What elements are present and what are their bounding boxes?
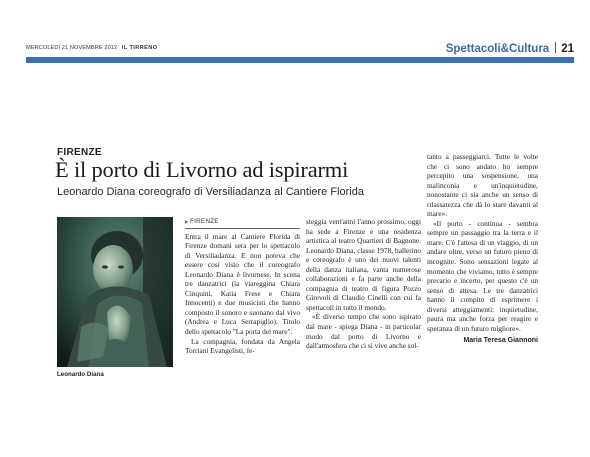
location-tag (185, 217, 300, 229)
paper-name: IL TIRRENO (121, 45, 158, 51)
photo-caption: Leonardo Diana (57, 371, 104, 378)
article-column-1 (185, 217, 300, 356)
masthead-right (446, 39, 574, 57)
paragraph: Entra il mare al Cantiere Florida di Firenze domani sera per lo spettacolo di Versiliadanza. E non poteva che essere così visto che il coreografo Leonardo Diana è livornese. In scena tre danzatrici (la viareggina Chiara Cinquini, Katia Frese e Chiara Innocenti) e due musicisti che hanno composto il sonoro e suonano dal vivo (Andrea e Luca Serrapiglio). Titolo dello spettacolo "La porta del mare". (185, 231, 300, 337)
masthead-left (26, 45, 157, 51)
article-column-2 (306, 217, 421, 351)
paragraph: La compagnia, fondata da Angela Torriani Evangelisti, fe- (185, 336, 300, 356)
dancer-photo-illustration (57, 217, 173, 367)
article-photo (57, 217, 173, 367)
article-headline: È il porto di Livorno ad ispirarmi (55, 157, 349, 182)
article-kicker: FIRENZE (57, 147, 102, 158)
masthead-separator (555, 42, 556, 53)
article-subheadline: Leonardo Diana coreografo di Versiliadanza al Cantiere Florida (57, 186, 364, 198)
article-byline: Maria Teresa Giannoni (463, 337, 538, 345)
triangle-bullet-icon (185, 220, 188, 224)
section-rule (26, 57, 574, 63)
section-name: Spettacoli&Cultura (445, 43, 550, 55)
issue-date: MERCOLEDÌ 21 NOVEMBRE 2012 (26, 45, 118, 51)
paragraph: tanto a passeggiarci. Tutte le volte che ci sono andato ho sempre percepito una sospensione, una malinconia e un'inquietudine, nonostante ci sia anche un senso di rilassatezza che dà lo stare davanti al mare». (427, 152, 538, 219)
page-number: 21 (561, 43, 574, 55)
location-tag-label: FIRENZE (190, 218, 219, 225)
paragraph: «Il porto - continua - sembra sempre un passaggio tra la terra e il mare. C'è l'attesa di un viaggio, di un andare oltre, verso un futuro pieno di incognite. Sono sensazioni legate al momento che viviamo, tutto è sempre precario e incerto, per questo c'è un senso di attesa. Le tre danzatrici hanno il compito di esprimere i diversi atteggiamenti: inquietudine, paura ma anche forza per reagire e speranza di un futuro migliore». (427, 218, 538, 333)
article-column-3 (427, 152, 538, 346)
paragraph: «È diverso tempo che sono ispirato dal mare - spiega Diana - in particolar modo dal porto di Livorno e dall'atmosfera che ci si vive anche sol- (306, 312, 421, 351)
paragraph: steggia vent'anni l'anno prossimo, oggi ha sede a Firenze e una residenza artistica al teatro Quartieri di Bagnone. Leonardo Diana, classe 1978, ballerino e coreografo è uno dei nuovi talenti della danza italiana, vanta numerose collaborazioni e fa parte anche della compagnia di teatro di figura Pozzo Girevoli di Claudio Cinelli con cui fa spettacoli in tutto il mondo. (306, 217, 421, 312)
